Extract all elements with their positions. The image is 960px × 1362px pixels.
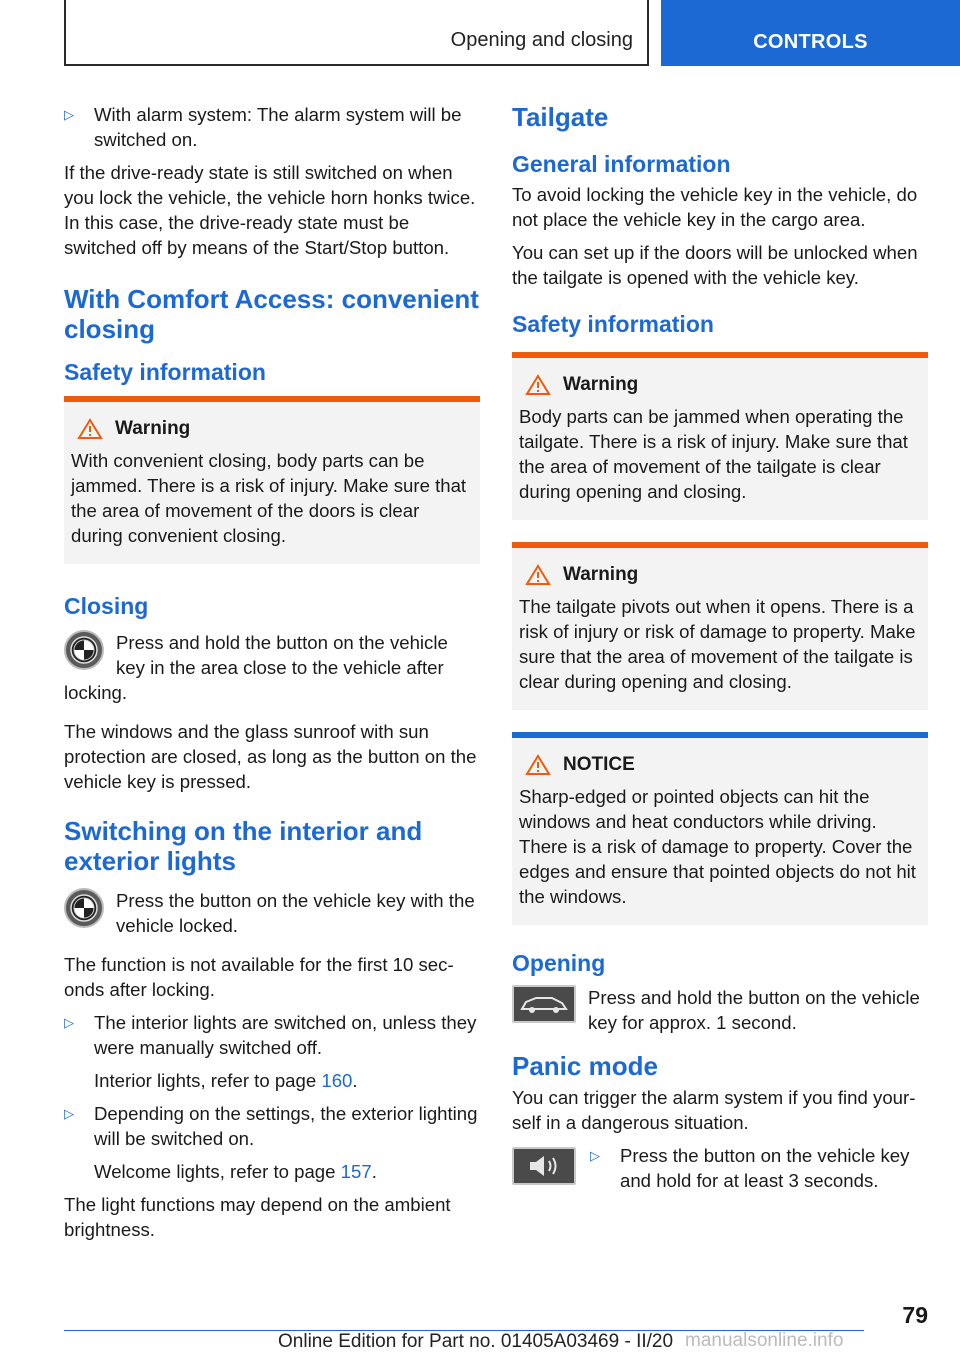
closing-text: Press and hold the button on the vehicle key in the area close to the vehicle after locking. [64, 632, 448, 703]
notice-text: Sharp-edged or pointed objects can hit the windows and heat conductors while driving. There is a risk of damage to property. Cover the edges and ensure that pointed objects do not hit the windows. [519, 786, 916, 907]
warning-triangle-icon [525, 564, 551, 586]
lights-text: Press the button on the vehicle key with the vehicle locked. [116, 890, 475, 936]
opening-instruction [512, 985, 928, 1035]
closing-instruction [64, 630, 480, 705]
para-windows: The windows and the glass sunroof with sun protection are closed, as long as the button on the vehicle key is pressed. [64, 721, 477, 792]
header-section-title: Opening and closing [450, 29, 633, 51]
para-function: The function is not available for the first 10 seconds after locking. [64, 954, 454, 1000]
para-ambient: The light functions may depend on the ambient brightness. [64, 1194, 451, 1240]
bullet-panic: ▷ Press the button on the vehicle key and hold for at least 3 seconds. [590, 1143, 928, 1193]
bmw-key-icon [64, 630, 104, 670]
heading-opening: Opening [512, 950, 606, 976]
bullet-alarm: ▷ With alarm system: The alarm system will be switched on. [64, 102, 480, 152]
heading-tailgate: Tailgate [512, 102, 609, 132]
bmw-key-icon [64, 888, 104, 928]
warning-text: The tailgate pivots out when it opens. There is a risk of injury or risk of damage to property. Make sure that the area of movement of the tailgate is clear during opening and closing. [519, 596, 916, 692]
notice-box-sharp-objects [512, 732, 928, 925]
footer-watermark: manualsonline.info [685, 1330, 844, 1351]
link-page-157[interactable]: 157 [340, 1161, 372, 1182]
footer-edition: Online Edition for Part no. 01405A03469 - II/20 [278, 1331, 674, 1352]
warning-text: With convenient closing, body parts can be jammed. There is a risk of injury. Make sure that the area of movement of the doors is clear during convenient closing. [71, 450, 467, 546]
heading-panic-mode: Panic mode [512, 1051, 658, 1081]
warning-triangle-icon [525, 374, 551, 396]
heading-lights: Switching on the interior and exterior lights [64, 816, 423, 876]
lights-instruction [64, 888, 480, 938]
bullet-exterior-lights: ▷ Depending on the settings, the exterior lighting will be switched on. [64, 1101, 480, 1151]
notice-title: NOTICE [563, 754, 635, 775]
warning-box-convenient-closing [64, 396, 480, 564]
panic-horn-icon [512, 1147, 576, 1185]
header-chapter-tab[interactable]: CONTROLS [661, 0, 960, 66]
heading-comfort-access: With Comfort Access: convenient closing [64, 284, 479, 344]
ref-interior-lights: Interior lights, refer to page 160. [94, 1070, 358, 1091]
panic-instruction [512, 1147, 928, 1201]
warning-title: Warning [115, 418, 191, 439]
warning-title: Warning [563, 564, 639, 585]
heading-general-info: General information [512, 151, 731, 177]
warning-box-tailgate-jam [512, 352, 928, 520]
heading-safety-left: Safety information [64, 359, 266, 385]
warning-triangle-icon [77, 418, 103, 440]
opening-text: Press and hold the button on the vehicle key for approx. 1 second. [588, 987, 920, 1033]
para-setup-unlock: You can set up if the doors will be unlocked when the tailgate is opened with the vehicle key. [512, 242, 918, 288]
notice-triangle-icon [525, 754, 551, 776]
bullet-interior-lights: ▷ The interior lights are switched on, unless they were manually switched off. [64, 1010, 480, 1060]
para-horn: If the drive-ready state is still switched on when you lock the vehicle, the vehicle horn honks twice. In this case, the drive-ready state must be switched off by means of the Start/Stop button. [64, 162, 476, 258]
left-column [64, 102, 480, 1250]
link-page-160[interactable]: 160 [321, 1070, 353, 1091]
para-panic: You can trigger the alarm system if you find yourself in a dangerous situation. [512, 1087, 916, 1133]
heading-safety-right: Safety information [512, 311, 714, 337]
warning-title: Warning [563, 374, 639, 395]
warning-box-tailgate-pivot [512, 542, 928, 710]
header-section-box [64, 0, 649, 66]
ref-welcome-lights: Welcome lights, refer to page 157. [94, 1161, 377, 1182]
right-column [512, 102, 928, 1201]
tailgate-car-icon [512, 985, 576, 1023]
para-avoid-locking: To avoid locking the vehicle key in the vehicle, do not place the vehicle key in the cargo area. [512, 184, 918, 230]
page-number: 79 [902, 1302, 928, 1328]
heading-closing: Closing [64, 593, 149, 619]
warning-text: Body parts can be jammed when operating the tailgate. There is a risk of injury. Make sure that the area of movement of the tailgate is clear during opening and closing. [519, 406, 908, 502]
